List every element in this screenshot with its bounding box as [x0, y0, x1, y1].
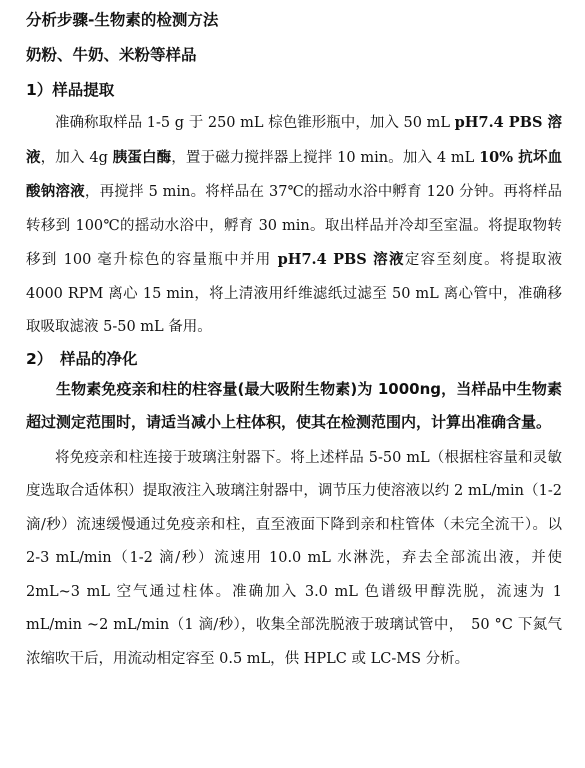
text-run: ，再搅拌 5 min。将样品在 37℃的摇动水浴中孵育 120 分钟。再将样品转移到 100℃的摇动水浴中，孵育 30 min。取出样品并冷却至室温。将提取物转移到 100 毫升棕色的容量瓶中并用 — [26, 184, 562, 268]
text-run: ，加入 4g — [40, 149, 113, 166]
emphasized-term: 胰蛋白酶 — [112, 148, 172, 166]
document-subtitle: 奶粉、牛奶、米粉等样品 — [26, 46, 197, 64]
text-run: 定容至刻度。将提取液 4000 RPM 离心 15 min，将上清液用纤维滤纸过滤至 50 mL 离心管中，准确移取吸取滤液 5-50 mL 备用。 — [26, 252, 562, 335]
document-page — [26, 8, 562, 676]
capacity-note-paragraph: 生物素免疫亲和柱的柱容量(最大吸附生物素)为 1000ng，当样品中生物素超过测定范围时，请适当减小上柱体积，使其在检测范围内，计算出准确含量。 — [26, 379, 562, 431]
emphasized-term: pH7.4 PBS 溶液 — [26, 114, 562, 166]
text-run: 准确称取样品 1-5 g 于 250 mL 棕色锥形瓶中，加入 50 mL — [55, 115, 455, 131]
document-title: 分析步骤-生物素的检测方法 — [26, 11, 219, 29]
purification-paragraph: 将免疫亲和柱连接于玻璃注射器下。将上述样品 5-50 mL（根据柱容量和灵敏度选取合适体积）提取液注入玻璃注射器中，调节压力使溶液以约 2 mL/min（1-2 滴/秒）流速缓慢通过免疫亲和柱，直至液面下降到亲和柱管体（未完全流干）。以 2-3 mL/min（1-2 滴/秒）流速用 10.0 mL 水淋洗，弃去全部流出液，并使 2mL~3 mL 空气通过柱体。准确加入 3.0 mL 色谱级甲醇洗脱，流速为 1 mL/min ~2 mL/min（1 滴/秒），收集全部洗脱液于玻璃试管中， 50 °C 下氮气浓缩吹干后，用流动相定容至 0.5 mL，供 HPLC 或 LC-MS 分析。 — [26, 449, 562, 667]
emphasized-term: 10% 抗坏血酸钠溶液 — [26, 148, 563, 200]
text-run: ，置于磁力搅拌器上搅拌 10 min。加入 4 mL — [171, 149, 480, 166]
section-2-heading: 2） 样品的净化 — [26, 349, 138, 368]
section-1-heading: 1）样品提取 — [26, 81, 115, 99]
emphasized-term: pH7.4 PBS 溶液 — [277, 251, 405, 268]
extraction-paragraph — [26, 106, 562, 345]
